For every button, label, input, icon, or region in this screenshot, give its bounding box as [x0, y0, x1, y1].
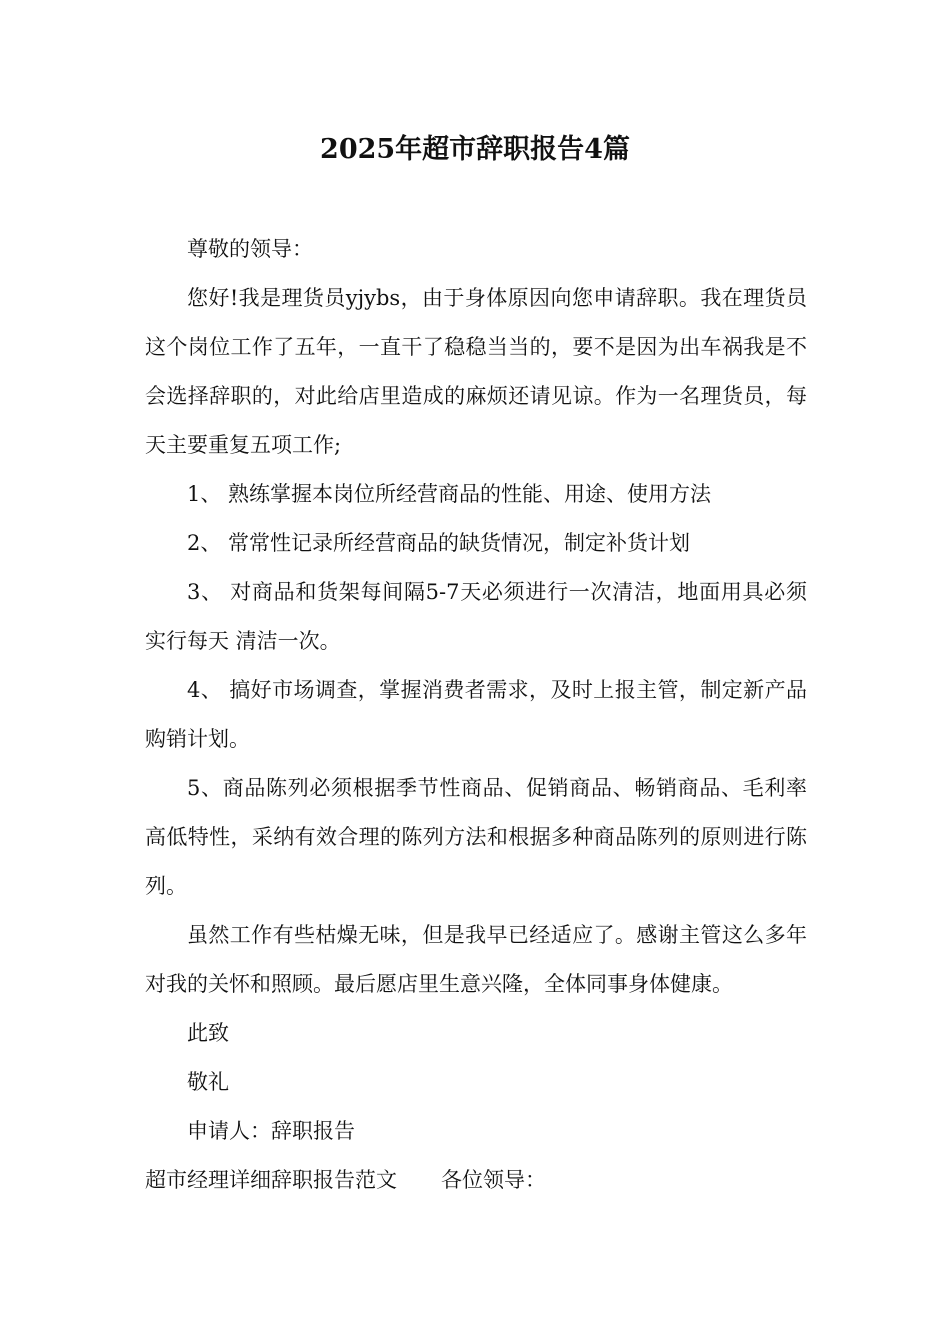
list-item-4: 4、 搞好市场调查，掌握消费者需求，及时上报主管，制定新产品购销计划。: [145, 678, 807, 751]
closing-phrase: 此致: [187, 1021, 229, 1045]
paragraph-closing: 虽然工作有些枯燥无味，但是我早已经适应了。感谢主管这么多年对我的关怀和照顾。最后愿店里生意兴隆，全体同事身体健康。: [145, 923, 807, 996]
signature-line: 申请人：辞职报告: [187, 1119, 355, 1143]
list-item-3: 3、 对商品和货架每间隔5-7天必须进行一次清洁，地面用具必须实行每天 清洁一次。: [145, 580, 807, 653]
document-body: [145, 225, 807, 1205]
paragraph-intro: 您好!我是理货员yjybs，由于身体原因向您申请辞职。我在理货员这个岗位工作了五年，一直干了稳稳当当的，要不是因为出车祸我是不会选择辞职的，对此给店里造成的麻烦还请见谅。作为一名理货员，每天主要重复五项工作;: [145, 286, 807, 457]
list-item-1: 1、 熟练掌握本岗位所经营商品的性能、用途、使用方法: [187, 482, 712, 506]
next-section-salutation: 各位领导：: [441, 1168, 546, 1192]
list-item-2: 2、 常常性记录所经营商品的缺货情况，制定补货计划: [187, 531, 691, 555]
next-section-line: [145, 1156, 807, 1205]
list-item-5: 5、商品陈列必须根据季节性商品、促销商品、畅销商品、毛利率高低特性，采纳有效合理的陈列方法和根据多种商品陈列的原则进行陈列。: [145, 776, 807, 898]
salutation: 尊敬的领导：: [187, 237, 313, 261]
document-title: 2025年超市辞职报告4篇: [320, 134, 630, 165]
next-section-title: 超市经理详细辞职报告范文: [145, 1168, 397, 1192]
closing-salute: 敬礼: [187, 1070, 229, 1094]
